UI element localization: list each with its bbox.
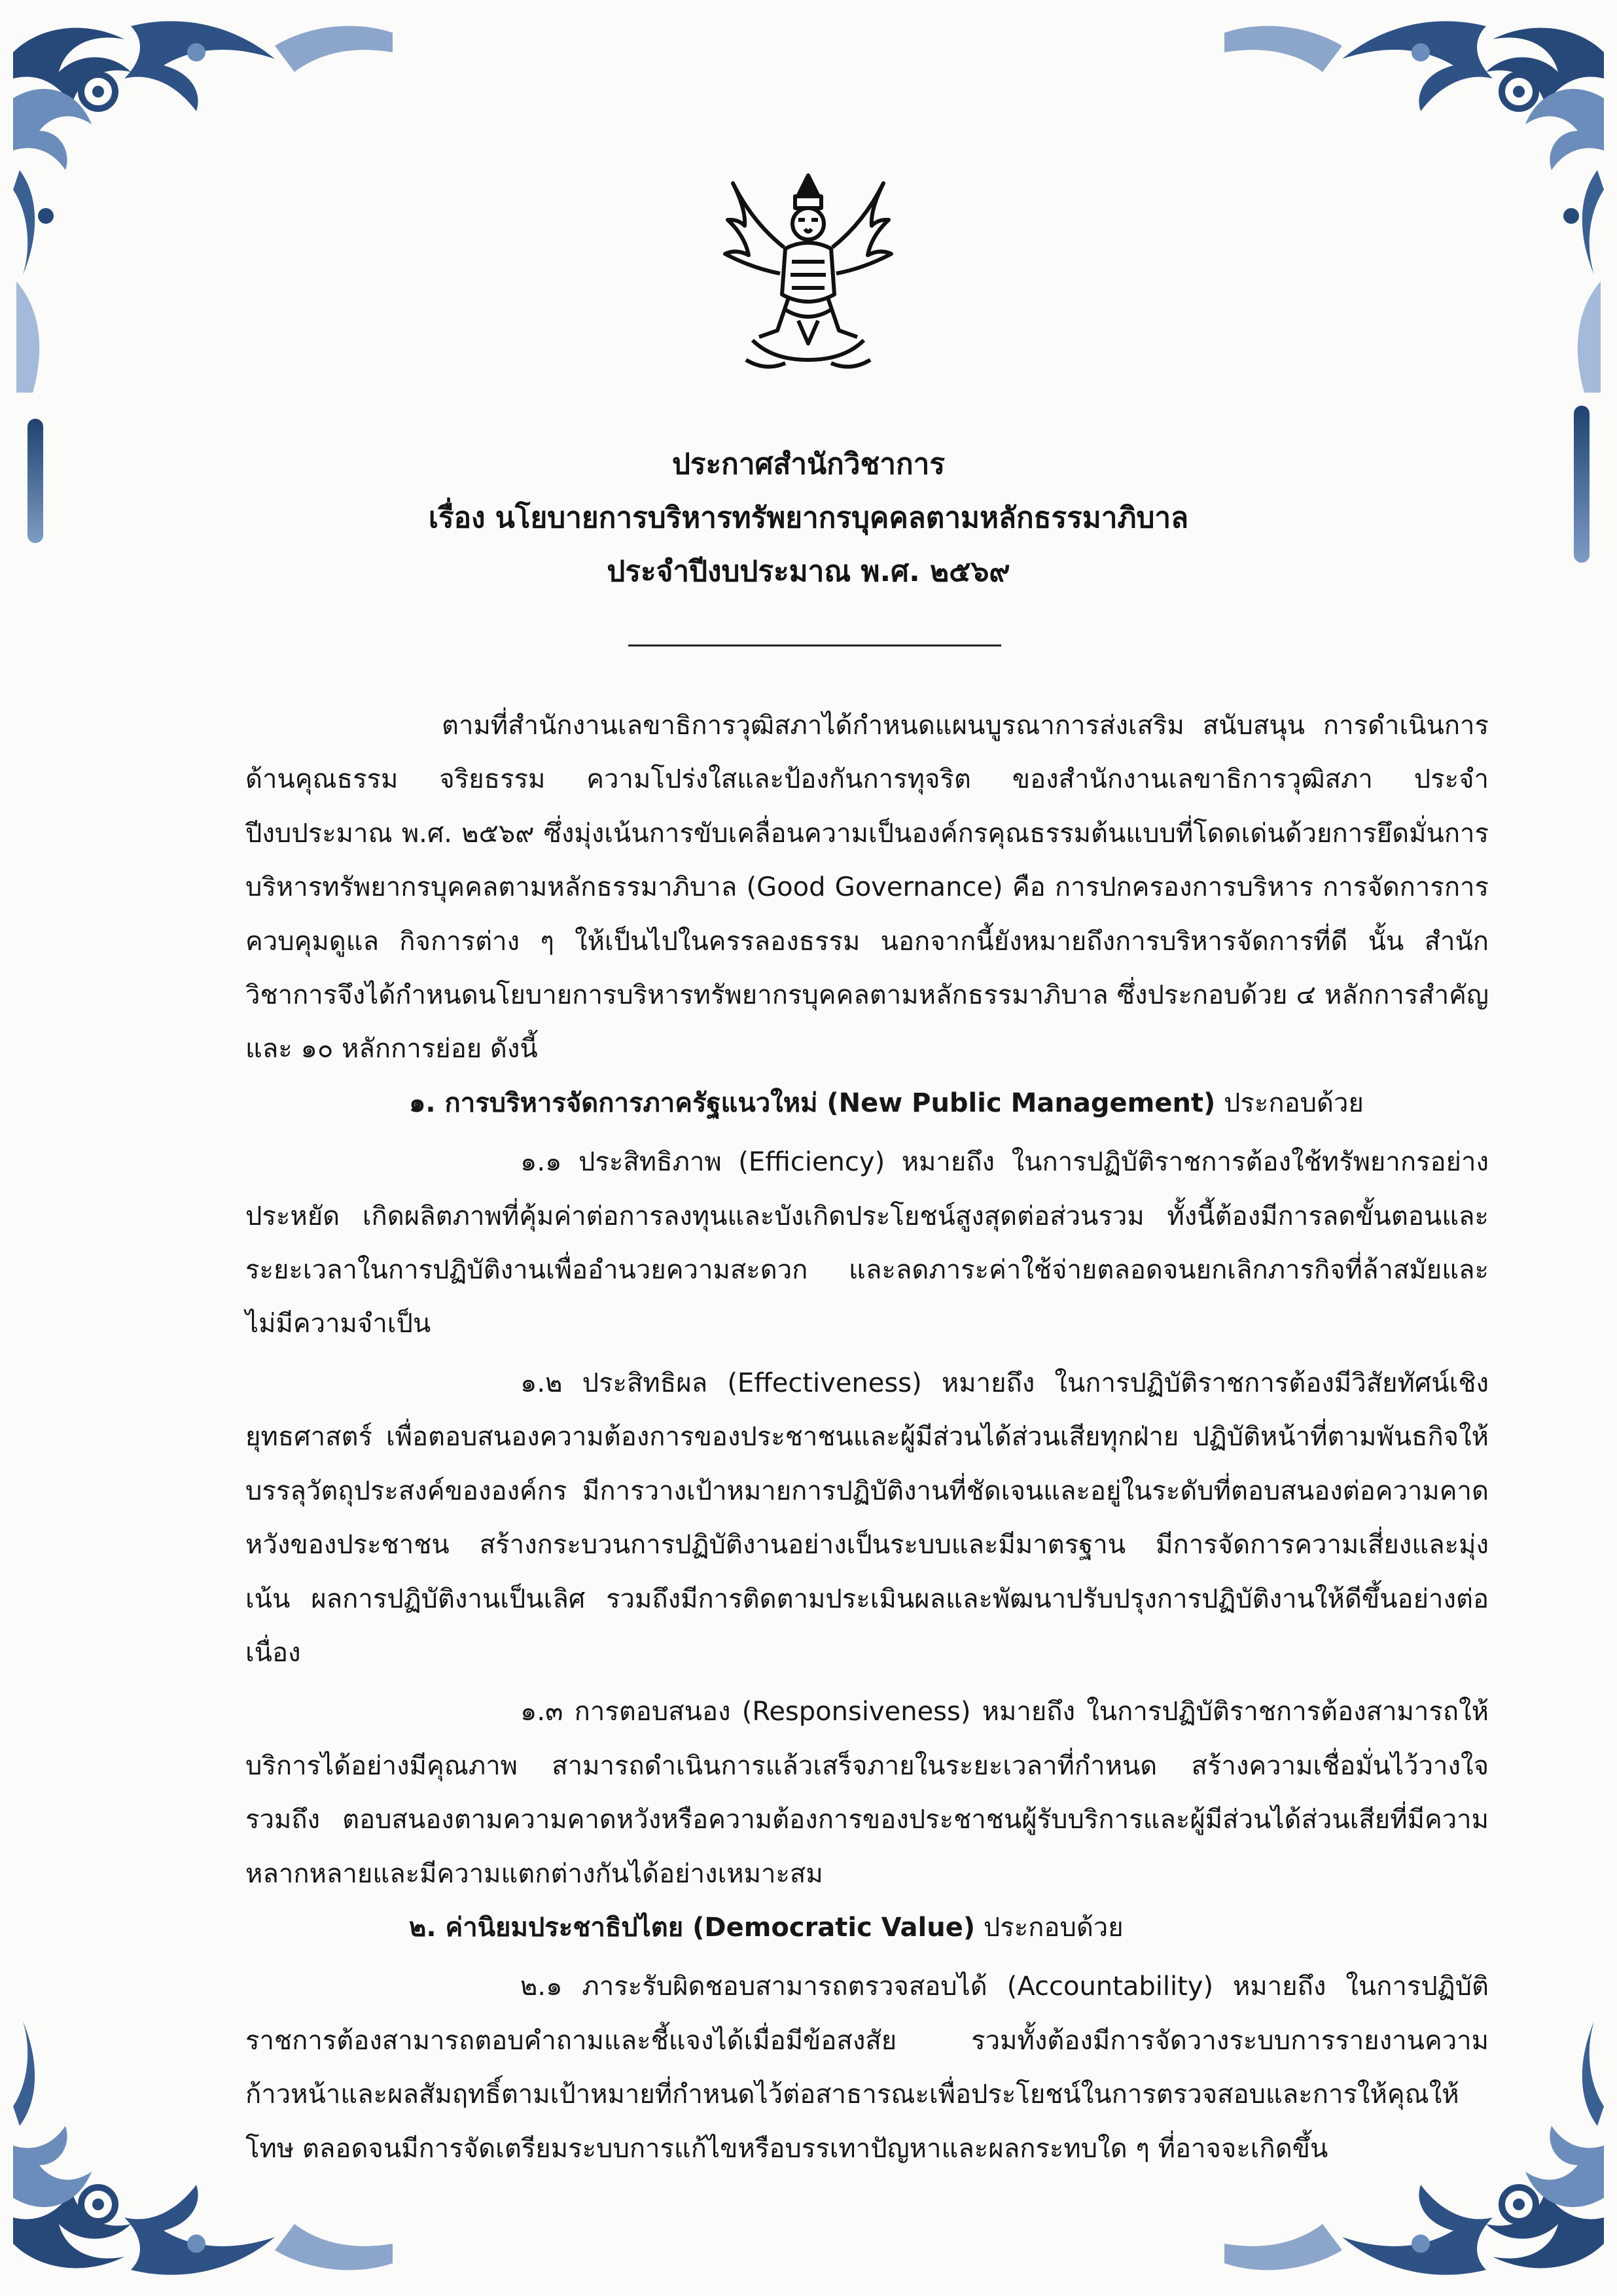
side-ornament-right	[1574, 406, 1590, 563]
section-2-suffix: ประกอบด้วย	[975, 1912, 1124, 1943]
document-body	[245, 699, 1489, 2176]
section-1-suffix: ประกอบด้วย	[1215, 1087, 1364, 1118]
corner-ornament-top-left	[0, 0, 406, 406]
announcement-fiscal-year: ประจำปีงบประมาณ พ.ศ. ๒๕๖๙	[607, 555, 1010, 588]
item-1-2-paragraph: ๑.๒ ประสิทธิผล (Effectiveness) หมายถึง ในการปฏิบัติราชการต้องมีวิสัยทัศน์เชิงยุทธศาสตร์ เพื่อตอบสนองความต้องการของประชาชนและผู้มีส่วนได้ส่วนเสียทุกฝ่าย ปฏิบัติหน้าที่ตามพันธกิจให้บรรลุวัตถุประสงค์ขององค์กร มีการวางเป้าหมายการปฏิบัติงานที่ชัดเจนและอยู่ในระดับที่ตอบสนองต่อความคาดหวังของประชาชน สร้างกระบวนการปฏิบัติงานอย่างเป็นระบบและมีมาตรฐาน มีการจัดการความเสี่ยงและมุ่งเน้น ผลการปฏิบัติงานเป็นเลิศ รวมถึงมีการติดตามประเมินผลและพัฒนาปรับปรุงการปฏิบัติงานให้ดีขึ้นอย่างต่อเนื่อง	[245, 1368, 1489, 1668]
item-1-1-paragraph: ๑.๑ ประสิทธิภาพ (Efficiency) หมายถึง ในการปฏิบัติราชการต้องใช้ทรัพยากรอย่างประหยัด เกิดผลิตภาพที่คุ้มค่าต่อการลงทุนและบังเกิดประโยชน์สูงสุดต่อส่วนรวม ทั้งนี้ต้องมีการลดขั้นตอนและระยะเวลาในการปฏิบัติงานเพื่ออำนวยความสะดวก และลดภาระค่าใช้จ่ายตลอดจนยกเลิกภารกิจที่ล้าสมัยและไม่มีความจำเป็น	[245, 1147, 1489, 1339]
corner-ornament-top-right	[1211, 0, 1617, 406]
garuda-emblem-icon	[707, 164, 910, 380]
item-1-3-paragraph: ๑.๓ การตอบสนอง (Responsiveness) หมายถึง ในการปฏิบัติราชการต้องสามารถให้บริการได้อย่างมีคุณภาพ สามารถดำเนินการแล้วเสร็จภายในระยะเวลาที่กำหนด สร้างความเชื่อมั่นไว้วางใจ รวมถึง ตอบสนองตามความคาดหวังหรือความต้องการของประชาชนผู้รับบริการและผู้มีส่วนได้ส่วนเสียที่มีความหลากหลายและมีความแตกต่างกันได้อย่างเหมาะสม	[245, 1697, 1489, 1889]
announcement-subject: เรื่อง นโยบายการบริหารทรัพยากรบุคคลตามหลักธรรมาภิบาล	[428, 501, 1189, 535]
section-2-title: ๒. ค่านิยมประชาธิปไตย (Democratic Value)	[409, 1912, 976, 1943]
intro-paragraph: ตามที่สำนักงานเลขาธิการวุฒิสภาได้กำหนดแผนบูรณาการส่งเสริม สนับสนุน การดำเนินการด้านคุณธรรม จริยธรรม ความโปร่งใสและป้องกันการทุจริต ของสำนักงานเลขาธิการวุฒิสภา ประจำปีงบประมาณ พ.ศ. ๒๕๖๙ ซึ่งมุ่งเน้นการขับเคลื่อนความเป็นองค์กรคุณธรรมต้นแบบที่โดดเด่นด้วยการยึดมั่นการบริหารทรัพยากรบุคคลตามหลักธรรมาภิบาล (Good Governance) คือ การปกครองการบริหาร การจัดการการควบคุมดูแล กิจการต่าง ๆ ให้เป็นไปในครรลองธรรม นอกจากนี้ยังหมายถึงการบริหารจัดการที่ดี นั้น สำนักวิชาการจึงได้กำหนดนโยบายการบริหารทรัพยากรบุคคลตามหลักธรรมาภิบาล ซึ่งประกอบด้วย ๔ หลักการสำคัญ และ ๑๐ หลักการย่อย ดังนี้	[245, 711, 1489, 1065]
announcement-title: ประกาศสำนักวิชาการ	[671, 448, 945, 481]
section-2-heading	[245, 1901, 1489, 1954]
item-2-1-paragraph: ๒.๑ ภาระรับผิดชอบสามารถตรวจสอบได้ (Accountability) หมายถึง ในการปฏิบัติราชการต้องสามารถตอบคำถามและชี้แจงได้เมื่อมีข้อสงสัย รวมทั้งต้องมีการจัดวางระบบการรายงานความก้าวหน้าและผลสัมฤทธิ์ตามเป้าหมายที่กำหนดไว้ต่อสาธารณะเพื่อประโยชน์ในการตรวจสอบและการให้คุณให้โทษ ตลอดจนมีการจัดเตรียมระบบการแก้ไขหรือบรรเทาปัญหาและผลกระทบใด ๆ ที่อาจจะเกิดขึ้น	[245, 1971, 1489, 2164]
title-divider	[628, 645, 1001, 646]
section-1-heading	[245, 1076, 1489, 1130]
section-1-title: ๑. การบริหารจัดการภาครัฐแนวใหม่ (New Public Management)	[409, 1087, 1216, 1118]
